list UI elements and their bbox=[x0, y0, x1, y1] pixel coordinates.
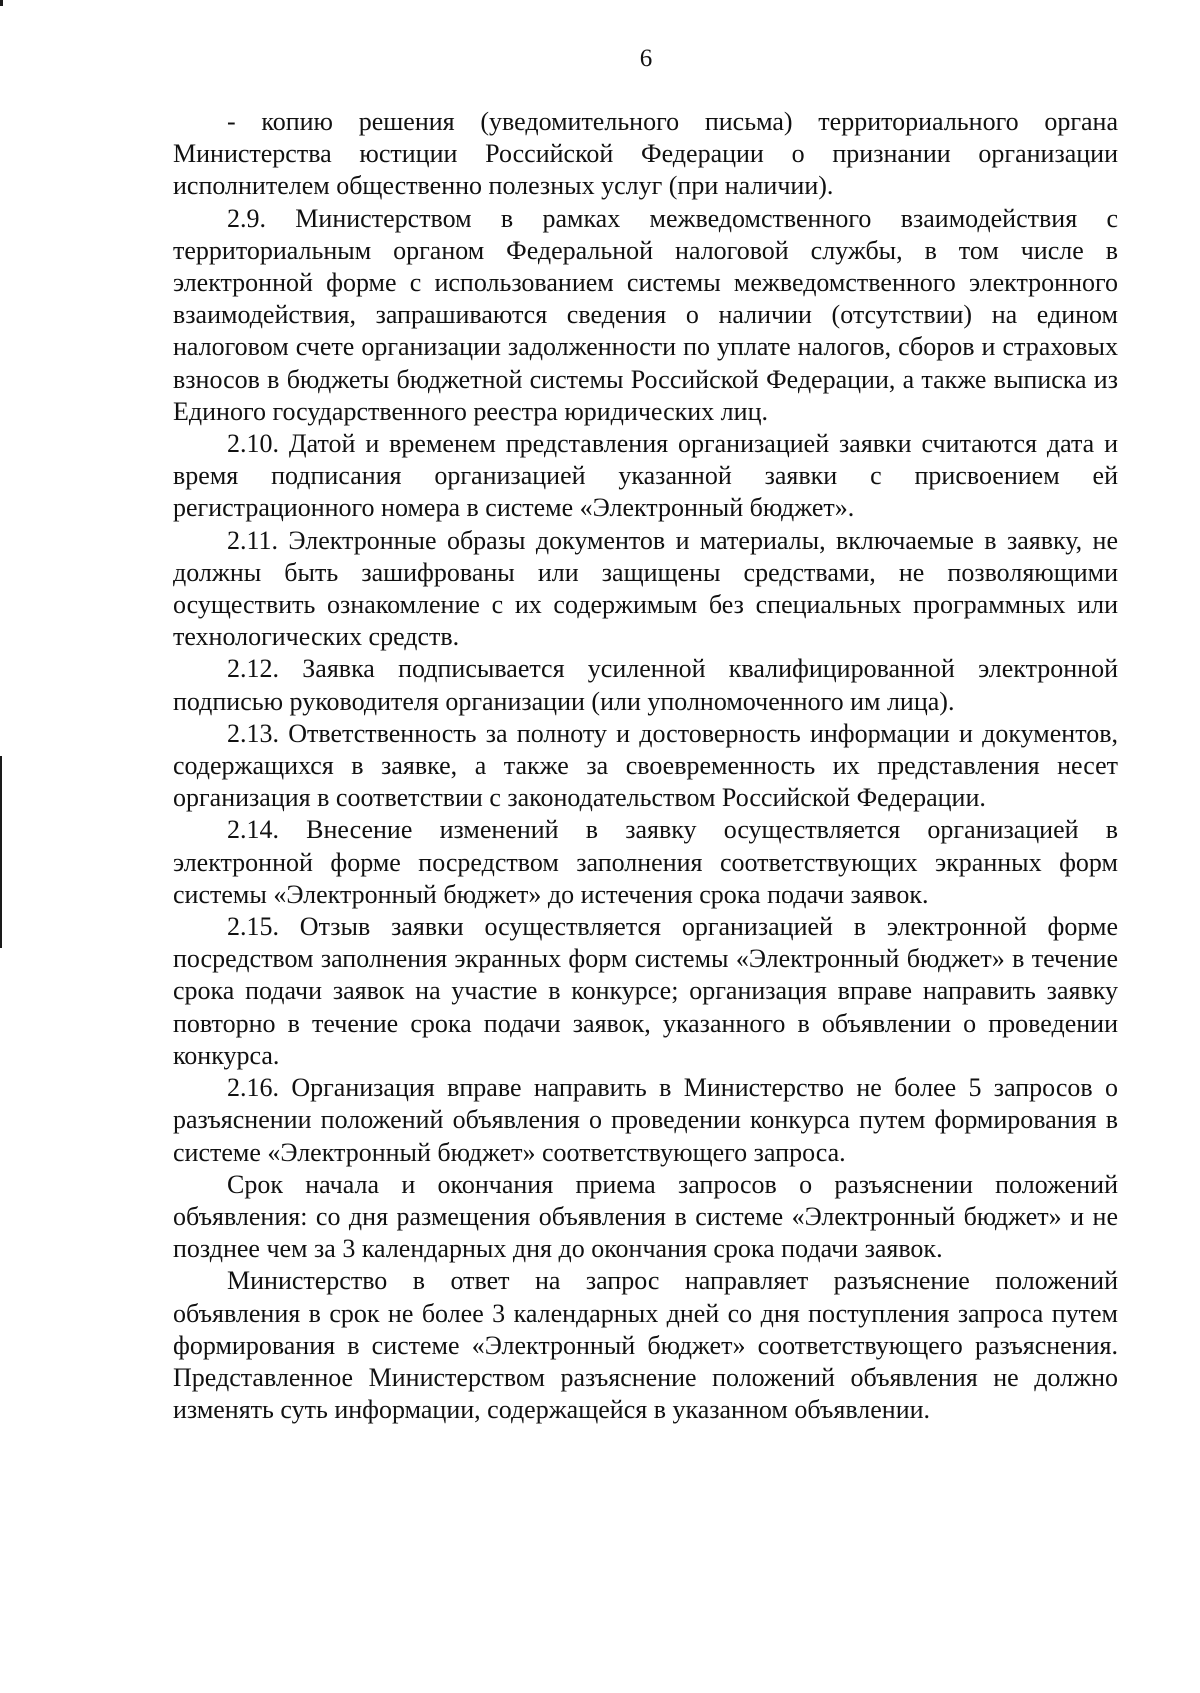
paragraph-2-11: 2.11. Электронные образы документов и материалы, включаемые в заявку, не должны быть зашифрованы или защищены средствами, не позволяющими осуществить ознакомление с их содержимым без специальных программных или технологических средств. bbox=[173, 525, 1118, 652]
scan-edge-mark bbox=[0, 756, 2, 948]
paragraph-ministry-response: Министерство в ответ на запрос направляет разъяснение положений объявления в срок не более 3 календарных дней со дня поступления запроса путем формирования в системе «Электронный бюджет» соответствующего разъяснения. Представленное Министерством разъяснение положений объявления не должно изменять суть информации, содержащейся в указанном объявлении. bbox=[173, 1266, 1118, 1425]
paragraph-request-period: Срок начала и окончания приема запросов о разъяснении положений объявления: со дня размещения объявления в системе «Электронный бюджет» и не позднее чем за 3 календарных дня до окончания срока подачи заявок. bbox=[173, 1169, 1118, 1264]
paragraph-2-14: 2.14. Внесение изменений в заявку осуществляется организацией в электронной форме посредством заполнения соответствующих экранных форм системы «Электронный бюджет» до истечения срока подачи заявок. bbox=[173, 815, 1118, 909]
paragraph-2-9: 2.9. Министерством в рамках межведомственного взаимодействия с территориальным органом Федеральной налоговой службы, в том числе в электронной форме с использованием системы межведомственного электронного взаимодействия, запрашиваются сведения о наличии (отсутствии) на едином налоговом счете организации задолженности по уплате налогов, сборов и страховых взносов в бюджеты бюджетной системы Российской Федерации, а также выписка из Единого государственного реестра юридических лиц. bbox=[173, 203, 1118, 426]
paragraph-copy-decision: - копию решения (уведомительного письма) территориального органа Министерства юстиции Российской Федерации о признании организации исполнителем общественно полезных услуг (при наличии). bbox=[173, 107, 1118, 201]
scan-edge-mark bbox=[0, 0, 3, 6]
paragraph-2-13: 2.13. Ответственность за полноту и достоверность информации и документов, содержащихся в заявке, а также за своевременность их представления несет организация в соответствии с законодательством Российской Федерации. bbox=[173, 718, 1118, 813]
document-body bbox=[173, 106, 1118, 1426]
page-number: 6 bbox=[639, 45, 653, 72]
paragraph-2-15: 2.15. Отзыв заявки осуществляется организацией в электронной форме посредством заполнения экранных форм системы «Электронный бюджет» в течение срока подачи заявок на участие в конкурсе; организация вправе направить заявку повторно в течение срока подачи заявок, указанного в объявлении о проведении конкурса. bbox=[173, 912, 1118, 1070]
paragraph-2-12: 2.12. Заявка подписывается усиленной квалифицированной электронной подписью руководителя организации (или уполномоченного им лица). bbox=[173, 654, 1118, 716]
paragraph-2-16: 2.16. Организация вправе направить в Министерство не более 5 запросов о разъяснении положений объявления о проведении конкурса путем формирования в системе «Электронный бюджет» соответствующего запроса. bbox=[173, 1073, 1118, 1167]
paragraph-2-10: 2.10. Датой и временем представления организацией заявки считаются дата и время подписания организацией указанной заявки с присвоением ей регистрационного номера в системе «Электронный бюджет». bbox=[173, 429, 1118, 523]
